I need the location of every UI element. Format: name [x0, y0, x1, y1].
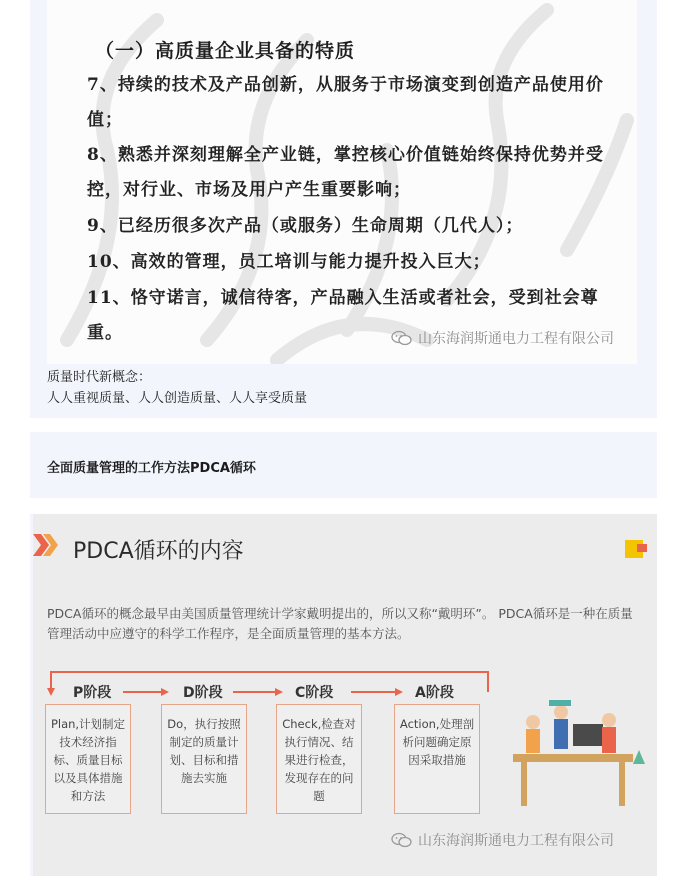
trait-item-11: 11、恪守诺言，诚信待客，产品融入生活或者社会，受到社会尊重。 [87, 288, 599, 343]
wechat-icon [391, 832, 413, 848]
stage-label-p: P阶段 [73, 685, 112, 701]
stage-label-d: D阶段 [183, 685, 223, 701]
watermark-text: 山东海润斯通电力工程有限公司 [418, 331, 614, 347]
pdca-flow-lines [33, 514, 657, 876]
pdca-slide [33, 514, 657, 876]
wechat-watermark [391, 830, 614, 850]
stage-label-c: C阶段 [295, 685, 334, 701]
stage-label-a: A阶段 [415, 685, 454, 701]
note-line-2: 人人重视质量、人人创造质量、人人享受质量 [47, 391, 308, 406]
divider [30, 498, 657, 514]
trait-item-8: 8、熟悉并深刻理解全产业链，掌控核心价值链始终保持优势并受控，对行业、市场及用户产生重要影响； [87, 145, 604, 200]
team-illustration [513, 700, 645, 806]
wechat-icon [391, 330, 413, 346]
wechat-watermark [391, 328, 614, 348]
trait-item-10: 10、高效的管理，员工培训与能力提升投入巨大； [87, 252, 491, 272]
watermark-text: 山东海润斯通电力工程有限公司 [418, 833, 614, 849]
stage-box-action: Action,处理剖析问题确定原因采取措施 [394, 704, 480, 814]
stage-box-check: Check,检查对执行情况、结果进行检查，发现存在的问题 [276, 704, 362, 814]
stage-box-plan: Plan,计划制定技术经济指标、质量目标以及具体措施和方法 [45, 704, 131, 814]
trait-item-9: 9、已经历很多次产品（或服务）生命周期（几代人）； [87, 216, 524, 236]
quality-traits-slide [47, 0, 637, 364]
note-line-1: 质量时代新概念： [47, 370, 152, 385]
trait-item-7: 7、持续的技术及产品创新，从服务于市场演变到创造产品使用价值； [87, 75, 604, 130]
divider [30, 418, 657, 432]
section-heading: （一）高质量企业具备的特质 [95, 40, 356, 62]
section-title: 全面质量管理的工作方法PDCA循环 [47, 461, 256, 476]
pdca-description: PDCA循环的概念最早由美国质量管理统计学家戴明提出的，所以又称“戴明环”。 PDCA循环是一种在质量管理活动中应遵守的科学工作程序，是全面质量管理的基本方法。 [47, 606, 633, 641]
pdca-title: PDCA循环的内容 [73, 539, 244, 564]
stage-box-do: Do，执行按照制定的质量计划、目标和措施去实施 [161, 704, 247, 814]
